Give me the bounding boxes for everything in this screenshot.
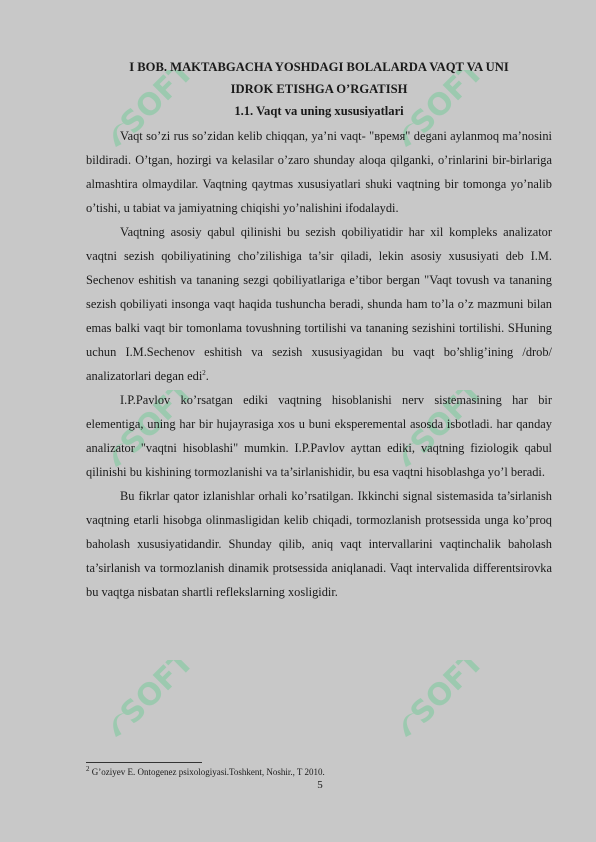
footnote-marker: 2 <box>86 765 90 773</box>
paragraph-2-text: Vaqtning asosiy qabul qilinishi bu sezish qobiliyatidir har xil kompleks analizator vaqtni sezish qobiliyatining cho’zilishiga ta’sir qiladi, lekin asosiy xususiyati deb I.M. Sechenov eshitish va tananing sezgi qobiliyatlariga e’tibor bergan "Vaqt tovush va tananing sezish qobiliyati insonga vaqt haqida tushuncha beradi, shunda ham to’la o’z mazmuni bilan emas balki vaqt bir tomonlama tovushning tortilishi va tananing sezishini tortilishi. SHuning uchun I.M.Sechenov eshitish va sezish xususiyagidan bu vaqt bo’shlig’ining /drob/ analizatorlari degan edi <box>86 225 552 383</box>
page-number: 5 <box>317 779 323 791</box>
footnote-text: G’oziyev E. Ontogenez psixologiyasi.Toshkent, Noshir., T 2010. <box>89 767 325 777</box>
watermark-text: SOFT <box>403 390 480 462</box>
paragraph-4: Bu fikrlar qator izlanishlar orhali ko’rsatilgan. Ikkinchi signal sistemasida ta’sirlanish vaqtning etarli hisobga olinmasligidan kelib chiqadi, tormozlanish protsessida unga ko’proq baholash xususiyatidandir. Shunday qilib, aniq vaqt intervallarini vaqtinchalik baholash ta’sirlanish va tormozlanish dinamik protsessida aniqlanadi. Vaqt intervalida differentsirovka bu vaqtga nisbatan shartli reflekslarning xosligidir. <box>86 489 552 599</box>
footnote-divider <box>86 762 202 763</box>
chapter-title-line-1: I BOB. MAKTABGACHA YOSHDAGI BOLALARDA VAQT VA UNI <box>129 60 509 74</box>
paragraph-3: I.P.Pavlov ko’rsatgan ediki vaqtning hisoblanishi nerv sistemasining har bir elementiga, uning har bir hujayrasiga xos u buni eksperemental asosda isbotladi. har qanday analizator "vaqtni hisoblashi" mumkin. I.P.Pavlov ayttan ediki, vaqtning fiziologik qabul qilinishi bu kishining tormozlanishi va ta’sirlanishidir, bu esa vaqtni hisoblashga yo’l beradi. <box>86 393 552 479</box>
document-body <box>86 56 552 604</box>
watermark-text: SOFT <box>113 390 190 462</box>
section-title: 1.1. Vaqt va uning xususiyatlari <box>234 104 404 118</box>
watermark-text: SOFT <box>403 660 480 732</box>
watermark-logo-6 <box>360 660 480 780</box>
watermark-text: SOFT <box>113 660 190 732</box>
paragraph-2-tail: . <box>205 369 209 383</box>
paragraph-1: Vaqt so’zi rus so’zidan kelib chiqqan, ya’ni vaqt- "время" degani aylanmoq ma’nosini bildiradi. O’tgan, hozirgi va kelasilar o’zaro shunday aloqa qilganki, o’rinlarini bir-birlariga almashtira olmaydilar. Vaqtning qaytmas xususiyatlari shuki vaqtning bir tomonga yo’nalib o’tishi, u tabiat va jamiyatning chiqishi yo’nalishini ifodalaydi. <box>86 129 552 215</box>
footnote <box>86 766 325 778</box>
watermark-text: SOFT <box>113 70 190 142</box>
paragraph-2 <box>86 220 552 388</box>
chapter-title-line-2: IDROK ETISHGA O’RGATISH <box>230 82 408 96</box>
footnote-reference[interactable]: 2 <box>202 368 206 377</box>
watermark-text: SOFT <box>403 70 480 142</box>
